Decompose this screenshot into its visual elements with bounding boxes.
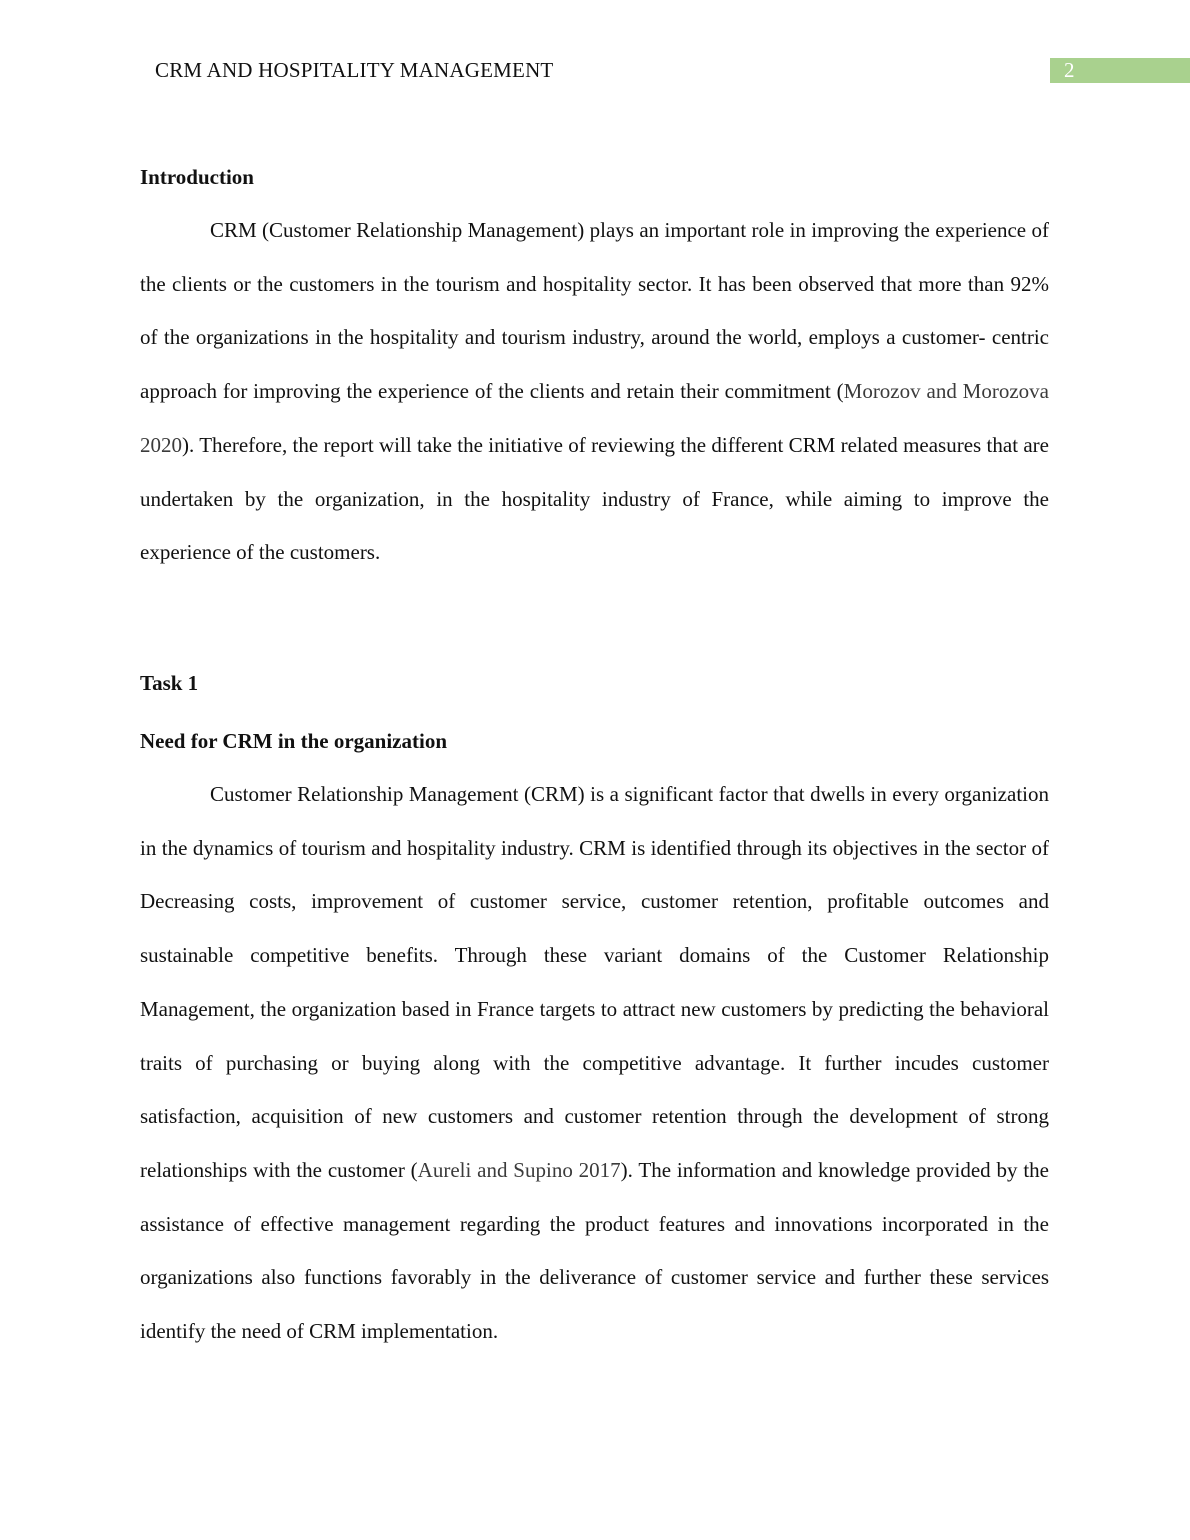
introduction-paragraph [140, 204, 1049, 580]
page-number-bar [1050, 58, 1190, 83]
page-number: 2 [1064, 58, 1075, 82]
task1-text-end: ). The information and knowledge provided by the assistance of effective management regarding the product features and innovations incorporated in the organizations also functions favorably in the deliverance of customer service and further these services identify the need of CRM implementation. [140, 1157, 1049, 1344]
introduction-citation: Morozov and Morozova 2020 [140, 379, 1049, 457]
task1-citation: Aureli and Supino 2017 [417, 1157, 621, 1182]
introduction-text-start: CRM (Customer Relationship Management) plays an important role in improving the experience of the clients or the customers in the tourism and hospitality sector. It has been observed that more than 92% of the organizations in the hospitality and tourism industry, around the world, employs a customer- centric approach for improving the experience of the clients and retain their commitment ( [140, 218, 1049, 404]
introduction-heading: Introduction [140, 165, 254, 189]
introduction-text-end: ). Therefore, the report will take the initiative of reviewing the different CRM related measures that are undertaken by the organization, in the hospitality industry of France, while aiming to improve the experience of the customers. [140, 432, 1049, 565]
introduction-body [140, 204, 1049, 580]
task1-text-start: Customer Relationship Management (CRM) is a significant factor that dwells in every organization in the dynamics of tourism and hospitality industry. CRM is identified through its objectives in the sector of Decreasing costs, improvement of customer service, customer retention, profitable outcomes and sustainable competitive benefits. Through these variant domains of the Customer Relationship Management, the organization based in France targets to attract new customers by predicting the behavioral traits of purchasing or buying along with the competitive advantage. It further incudes customer satisfaction, acquisition of new customers and customer retention through the development of strong relationships with the customer ( [140, 782, 1049, 1182]
task1-body [140, 768, 1049, 1359]
running-header-title: CRM AND HOSPITALITY MANAGEMENT [155, 58, 554, 82]
task1-paragraph [140, 768, 1049, 1359]
task1-subheading: Need for CRM in the organization [140, 729, 447, 753]
task1-heading: Task 1 [140, 671, 199, 695]
